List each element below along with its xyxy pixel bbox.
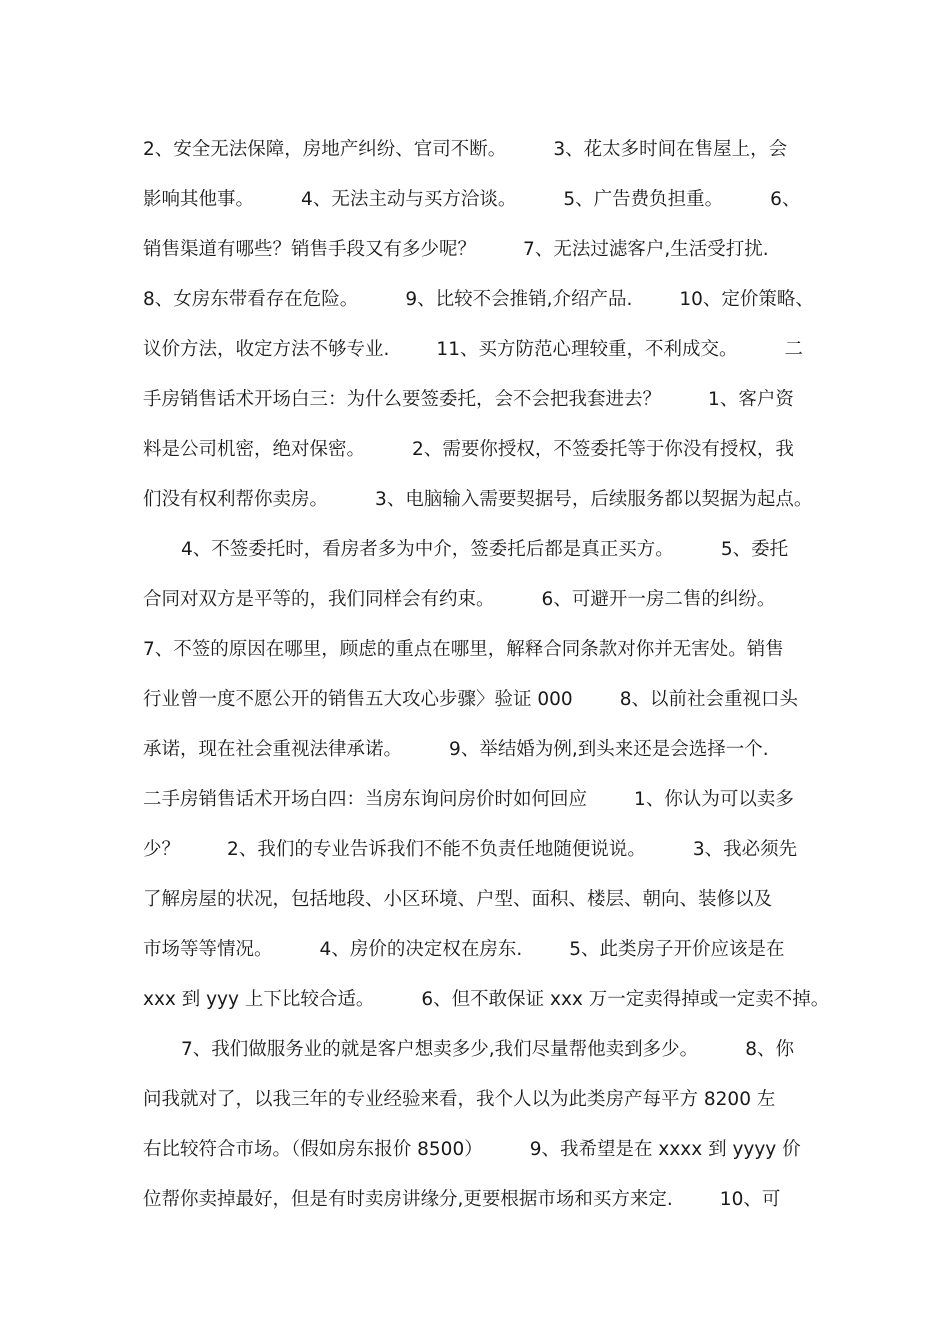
text-line: 影响其他事。 4、无法主动与买方洽谈。 5、广告费负担重。 6、 [143, 189, 801, 210]
text-line: xxx 到 yyy 上下比较合适。 6、但不敢保证 xxx 万一定卖得掉或一定卖不掉。 [143, 989, 830, 1010]
text-line: 合同对双方是平等的，我们同样会有约束。 6、可避开一房二售的纠纷。 [143, 589, 776, 610]
text-line: 问我就对了，以我三年的专业经验来看，我个人以为此类房产每平方 8200 左 [143, 1089, 776, 1110]
text-line: 料是公司机密，绝对保密。 2、需要你授权，不签委托等于你没有授权，我 [143, 439, 794, 460]
text-line: 手房销售话术开场白三：为什么要签委托，会不会把我套进去？ 1、客户资 [143, 389, 794, 410]
text-line: 二手房销售话术开场白四：当房东询问房价时如何回应 1、你认为可以卖多 [143, 789, 794, 810]
text-line: 们没有权利帮你卖房。 3、电脑输入需要契据号，后续服务都以契据为起点。 [143, 489, 813, 510]
text-line: 8、女房东带看存在危险。 9、比较不会推销,介绍产品. 10、定价策略、 [143, 289, 814, 310]
text-line: 承诺，现在社会重视法律承诺。 9、举结婚为例,到头来还是会选择一个. [143, 739, 769, 760]
text-line: 右比较符合市场。（假如房东报价 8500） 9、我希望是在 xxxx 到 yyyy 价 [143, 1139, 801, 1160]
text-line: 7、我们做服务业的就是客户想卖多少,我们尽量帮他卖到多少。 8、你 [181, 1039, 794, 1060]
text-line: 了解房屋的状况，包括地段、小区环境、户型、面积、楼层、朝向、装修以及 [143, 889, 773, 910]
text-line: 议价方法，收定方法不够专业. 11、买方防范心理较重，不利成交。 二 [143, 339, 804, 360]
text-line: 市场等等情况。 4、房价的决定权在房东. 5、此类房子开价应该是在 [143, 939, 785, 960]
text-line: 少？ 2、我们的专业告诉我们不能不负责任地随便说说。 3、我必须先 [143, 839, 798, 860]
text-line: 2、安全无法保障，房地产纠纷、官司不断。 3、花太多时间在售屋上，会 [143, 139, 788, 160]
text-line: 4、不签委托时，看房者多为中介，签委托后都是真正买方。 5、委托 [181, 539, 789, 560]
text-line: 7、不签的原因在哪里，顾虑的重点在哪里，解释合同条款对你并无害处。销售 [143, 639, 784, 660]
text-line: 销售渠道有哪些？销售手段又有多少呢？ 7、无法过滤客户,生活受打扰. [143, 239, 769, 260]
text-line: 行业曾一度不愿公开的销售五大攻心步骤〉验证 000 8、以前社会重视口头 [143, 689, 799, 710]
text-line: 位帮你卖掉最好，但是有时卖房讲缘分,更要根据市场和买方来定. 10、可 [143, 1189, 781, 1210]
